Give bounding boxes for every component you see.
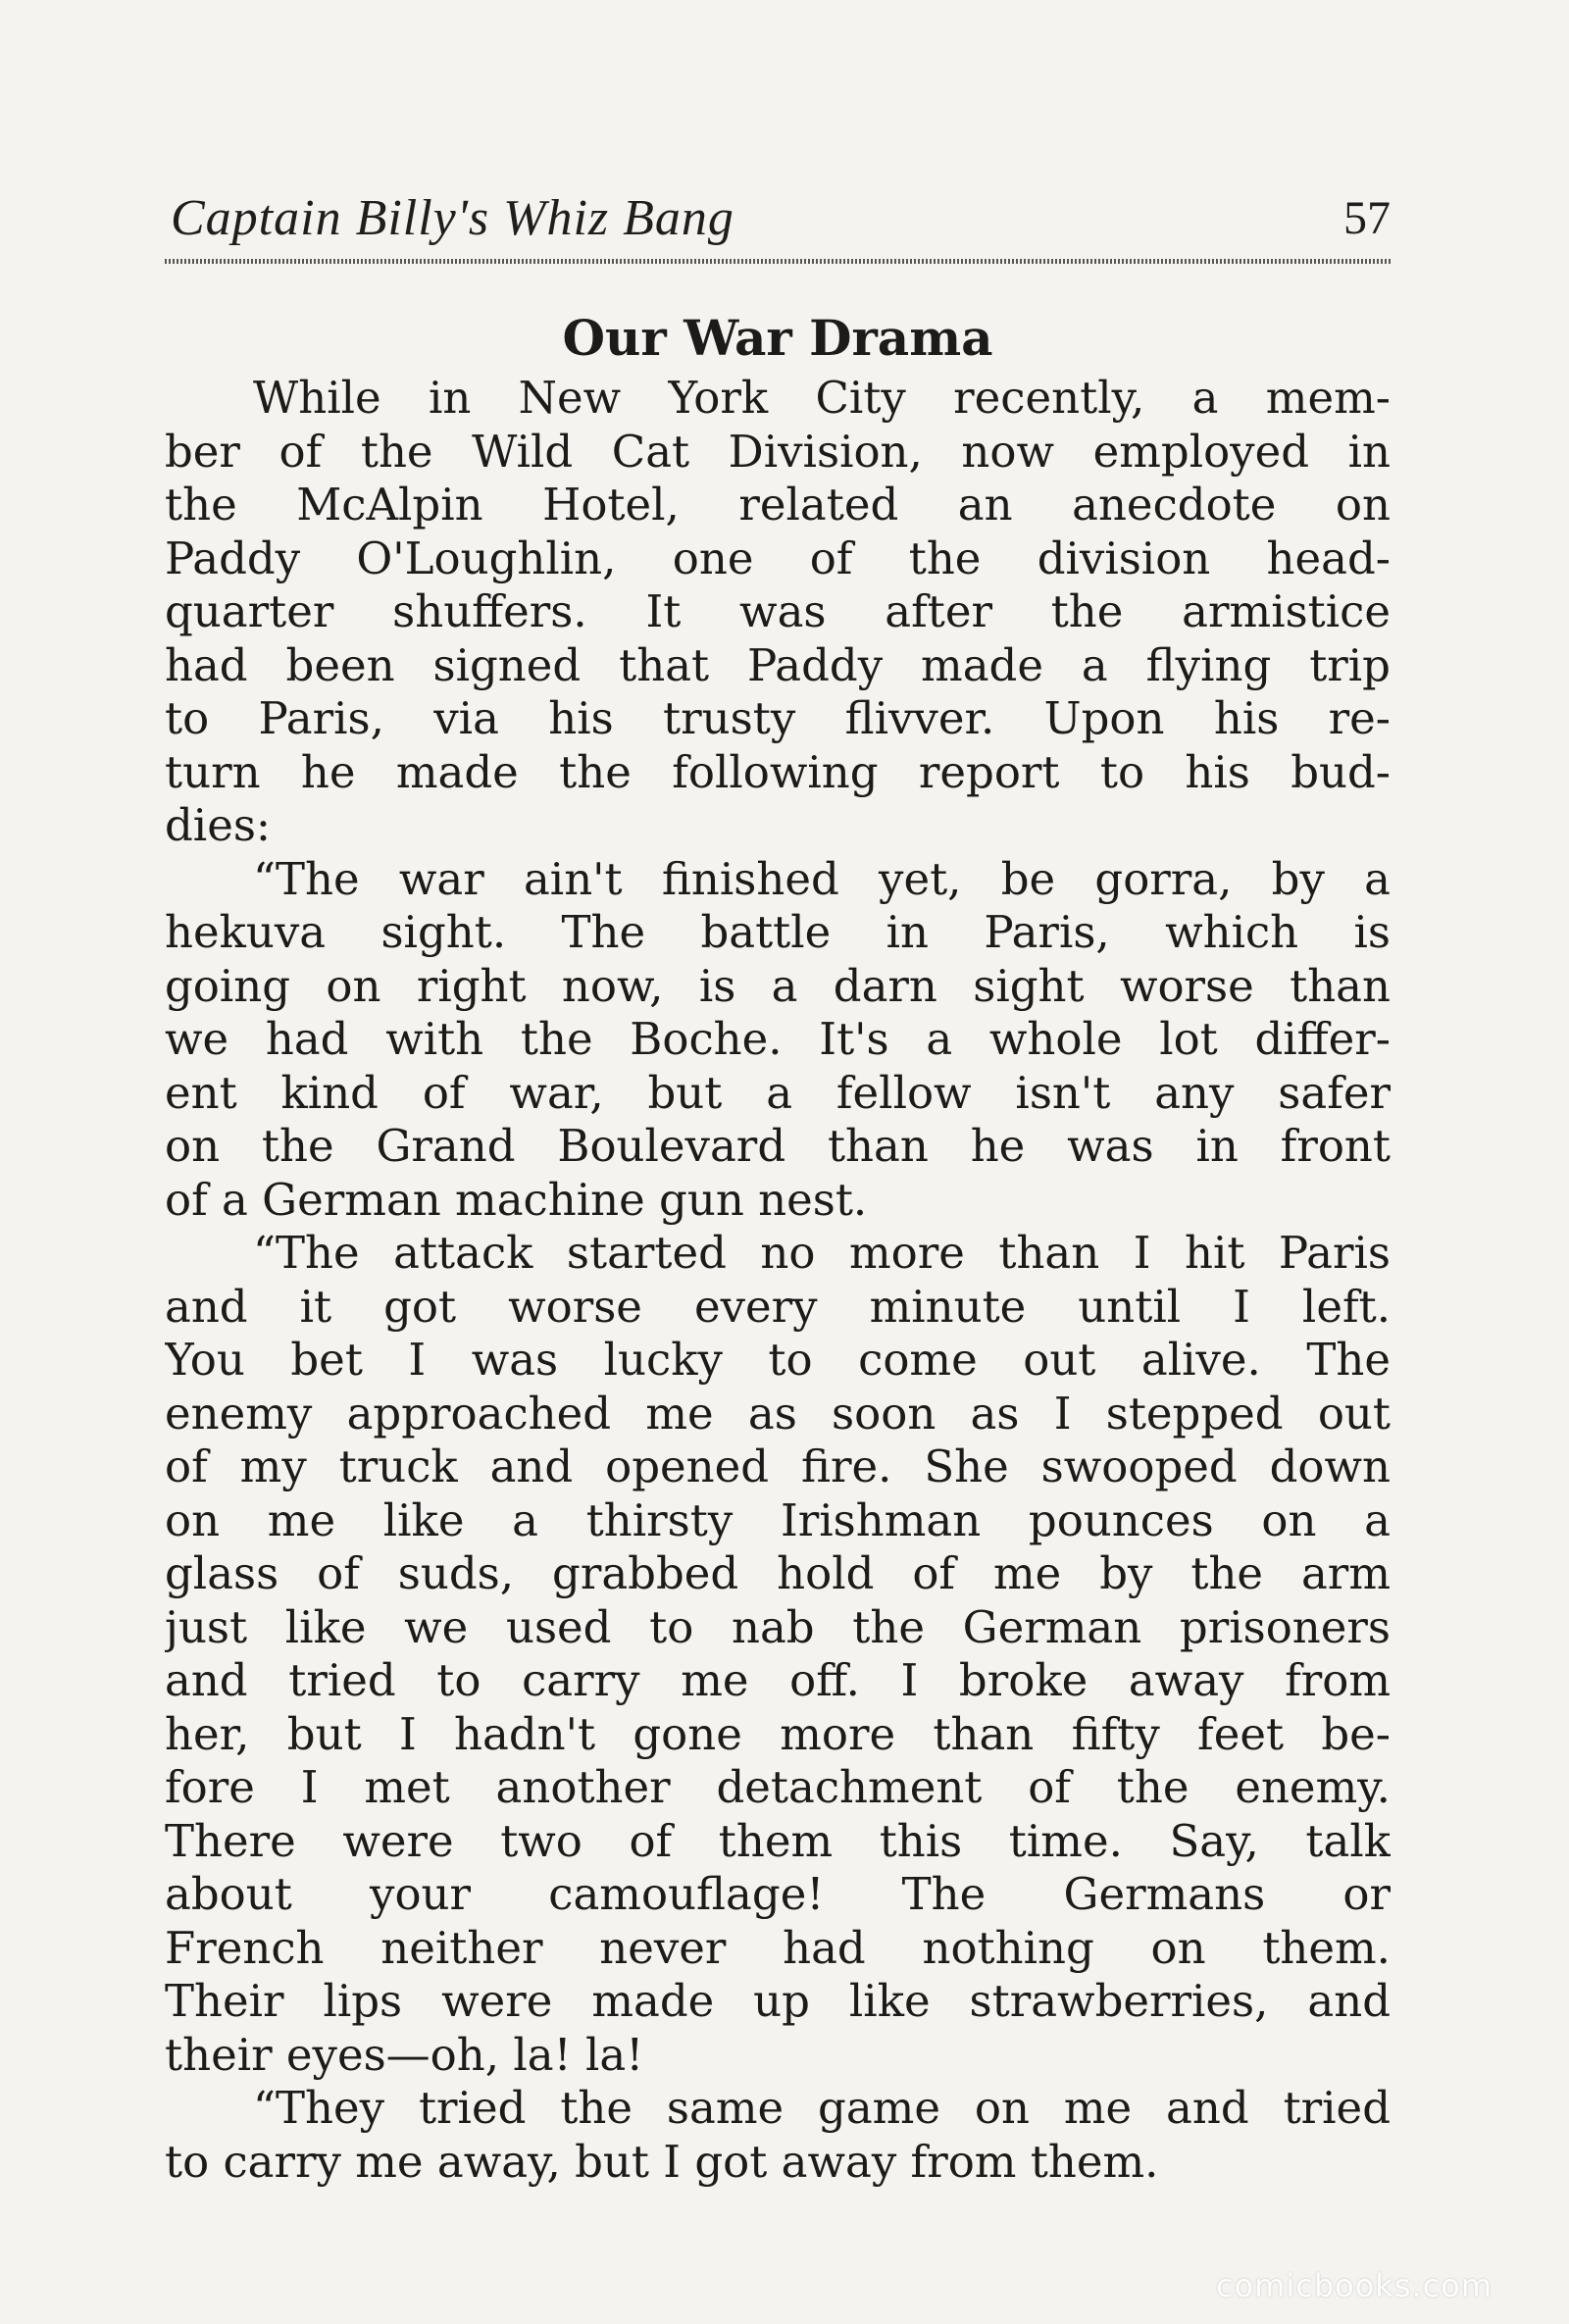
text-line: their eyes—oh, la! la! bbox=[165, 2028, 644, 2081]
text-line: about your camouflage! The Germans or bbox=[165, 1868, 1391, 1920]
text-line: hekuva sight. The battle in Paris, which is bbox=[165, 906, 1391, 958]
text-line: ber of the Wild Cat Division, now employed in bbox=[165, 425, 1391, 478]
text-line: You bet I was lucky to come out alive. The bbox=[165, 1334, 1391, 1386]
text-line: fore I met another detachment of the enemy. bbox=[165, 1761, 1391, 1813]
text-line: we had with the Boche. It's a whole lot differ- bbox=[165, 1013, 1391, 1065]
text-line: ent kind of war, but a fellow isn't any safer bbox=[165, 1066, 1391, 1119]
text-line: had been signed that Paddy made a flying trip bbox=[165, 638, 1391, 691]
text-line: on the Grand Boulevard than he was in front bbox=[165, 1120, 1391, 1172]
text-line: her, but I hadn't gone more than fifty feet be- bbox=[165, 1707, 1391, 1760]
text-line: on me like a thirsty Irishman pounces on a bbox=[165, 1493, 1391, 1546]
text-line: Their lips were made up like strawberries, and bbox=[165, 1975, 1391, 2027]
text-line: and it got worse every minute until I left. bbox=[165, 1280, 1391, 1333]
text-line: just like we used to nab the German prisoners bbox=[165, 1600, 1391, 1653]
paragraph bbox=[165, 2082, 1391, 2189]
text-line: of my truck and opened fire. She swooped down bbox=[165, 1440, 1391, 1492]
book-page bbox=[165, 184, 1391, 2189]
text-line: to Paris, via his trusty flivver. Upon his re- bbox=[165, 692, 1391, 744]
watermark: comicbooks.com bbox=[1215, 2267, 1493, 2304]
header-rule bbox=[165, 259, 1391, 264]
paragraph bbox=[165, 372, 1391, 853]
text-line: quarter shuffers. It was after the armistice bbox=[165, 585, 1391, 637]
article-title: Our War Drama bbox=[562, 309, 993, 367]
text-line: the McAlpin Hotel, related an anecdote on bbox=[165, 479, 1391, 530]
text-line: going on right now, is a darn sight worse than bbox=[165, 959, 1391, 1012]
text-line: French neither never had nothing on them. bbox=[165, 1921, 1391, 1974]
text-line: “They tried the same game on me and tried bbox=[253, 2082, 1391, 2134]
text-line: While in New York City recently, a mem- bbox=[253, 372, 1391, 424]
text-line: glass of suds, grabbed hold of me by the arm bbox=[165, 1547, 1391, 1599]
paragraph bbox=[165, 1227, 1391, 2082]
text-line: Paddy O'Loughlin, one of the division head- bbox=[165, 531, 1391, 584]
text-line: “The attack started no more than I hit Paris bbox=[253, 1227, 1391, 1279]
text-line: enemy approached me as soon as I stepped out bbox=[165, 1387, 1391, 1440]
text-line: of a German machine gun nest. bbox=[165, 1173, 868, 1226]
text-line: and tried to carry me off. I broke away from bbox=[165, 1654, 1391, 1706]
text-line: to carry me away, but I got away from them. bbox=[165, 2135, 1159, 2188]
article-body bbox=[165, 372, 1391, 2189]
paragraph bbox=[165, 853, 1391, 1228]
page-number: 57 bbox=[1343, 192, 1391, 244]
running-head bbox=[165, 184, 1391, 253]
text-line: dies: bbox=[165, 799, 272, 851]
text-line: turn he made the following report to his bud- bbox=[165, 745, 1391, 798]
book-title: Captain Billy's Whiz Bang bbox=[171, 190, 734, 246]
text-line: There were two of them this time. Say, talk bbox=[165, 1814, 1391, 1867]
text-line: “The war ain't finished yet, be gorra, by a bbox=[253, 852, 1391, 905]
